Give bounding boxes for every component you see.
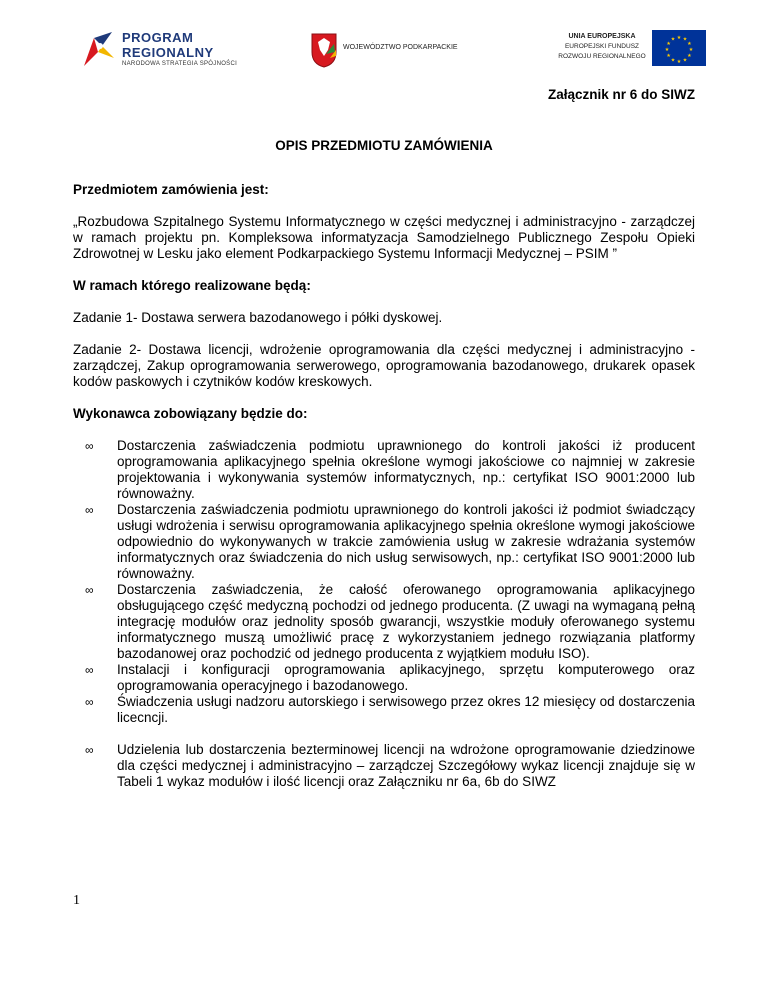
eu-logo-line3: ROZWOJU REGIONALNEGO — [558, 53, 646, 60]
list-item — [73, 694, 695, 726]
task-2: Zadanie 2- Dostawa licencji, wdrożenie oprogramowania dla części medycznej i administracyjno - zarządczej, Zakup oprogramowania serwerowego, oprogramowania bazodanowego, drukarek opasek kodów paskowych i czytników kodów kreskowych. — [73, 342, 695, 389]
program-star-icon — [80, 28, 116, 68]
bullet-icon: ∞ — [85, 583, 94, 597]
bullet-icon: ∞ — [85, 663, 94, 677]
list-item-text: Instalacji i konfiguracji oprogramowania aplikacyjnego, sprzętu komputerowego oraz oprogramowania operacyjnego i bazodanowego. — [117, 662, 695, 693]
list-item-text: Dostarczenia zaświadczenia podmiotu uprawnionego do kontroli jakości iż podmiot świadczący usługi wdrożenia i serwisu oprogramowania aplikacyjnego spełnia określone wymogi jakościowe odpowiednio do wykonywanych w trakcie zamówienia usług w zakresie wdrażania systemów informatycznych oraz świadczenia do nich usług serwisowych, np.: certyfikat ISO 9001:2000 lub równoważny. — [117, 502, 695, 581]
bullet-icon: ∞ — [85, 695, 94, 709]
svg-text:★: ★ — [670, 36, 676, 43]
program-logo-line3: NARODOWA STRATEGIA SPÓJNOŚCI — [122, 61, 238, 67]
list-item — [73, 502, 695, 582]
coat-of-arms-icon — [310, 32, 338, 68]
list-item-text: Świadczenia usługi nadzoru autorskiego i serwisowego przez okres 12 miesięcy od dostarczenia licecncji. — [117, 694, 695, 725]
svg-text:★: ★ — [687, 41, 692, 47]
document-title: OPIS PRZEDMIOTU ZAMÓWIENIA — [275, 138, 493, 153]
subject-text: „Rozbudowa Szpitalnego Systemu Informatycznego w części medycznej i administracyjno - zarządczej w ramach projektu pn. Kompleksowa informatyzacja Samodzielnego Publicznego Zespołu Opieki Zdrowotnej w Lesku jako element Podkarpackiego Systemu Informacji Medycznej – PSIM ” — [73, 214, 695, 261]
svg-text:★: ★ — [687, 53, 692, 59]
list-item — [73, 438, 695, 502]
program-logo-line1: PROGRAM — [122, 30, 194, 45]
program-regionalny-logo — [80, 28, 240, 76]
region-label: WOJEWÓDZTWO PODKARPACKIE — [343, 44, 458, 51]
list-item — [73, 742, 695, 790]
tasks-heading: W ramach którego realizowane będą: — [73, 278, 311, 293]
eu-flag-icon — [652, 30, 706, 66]
page-number: 1 — [73, 893, 80, 908]
svg-text:★: ★ — [682, 36, 688, 43]
svg-text:★: ★ — [688, 47, 694, 53]
eu-logo-line2: EUROPEJSKI FUNDUSZ — [564, 43, 640, 50]
list-item — [73, 582, 695, 662]
list-item — [73, 662, 695, 694]
svg-text:★: ★ — [670, 57, 676, 64]
page-header — [0, 24, 768, 84]
svg-text:★: ★ — [676, 59, 682, 65]
program-logo-line2: REGIONALNY — [122, 45, 214, 60]
wojewodztwo-logo — [310, 32, 500, 72]
list-item-text: Dostarczenia zaświadczenia podmiotu uprawnionego do kontroli jakości iż producent oprogramowania aplikacyjnego spełnia określone wymogi jakościowe co najmniej w zakresie projektowania i wykonywania systemów informatycznych, np.: certyfikat ISO 9001:2000 lub równoważny. — [117, 438, 695, 501]
annex-label: Załącznik nr 6 do SIWZ — [547, 87, 695, 102]
subject-heading: Przedmiotem zamówienia jest: — [73, 182, 269, 197]
task-1: Zadanie 1- Dostawa serwera bazodanowego i półki dyskowej. — [73, 310, 443, 325]
svg-text:★: ★ — [666, 41, 671, 47]
document-body — [73, 182, 695, 790]
bullet-icon: ∞ — [85, 439, 94, 453]
svg-text:★: ★ — [666, 53, 671, 59]
eu-logo-line1: UNIA EUROPEJSKA — [568, 33, 636, 40]
obligations-heading: Wykonawca zobowiązany będzie do: — [73, 406, 308, 421]
list-item-text: Udzielenia lub dostarczenia bezterminowej licencji na wdrożone oprogramowanie dziedzinowe dla części medycznej i administracyjno – zarządczej Szczegółowy wykaz licencji znajduje się w Tabeli 1 wykaz modułów i ilość licencji oraz Załączniku nr 6a, 6b do SIWZ — [117, 742, 695, 789]
bullet-icon: ∞ — [85, 743, 94, 757]
list-item-text: Dostarczenia zaświadczenia, że całość oferowanego oprogramowania aplikacyjnego obsługującego część medyczną pochodzi od jednego producenta. (Z uwagi na wymaganą pełną integrację modułów oraz jednolity sposób gwarancji, wszystkie moduły oferowanego systemu informatycznego muszą umożliwić pracę z wykorzystaniem jednego rozwiązania platformy bazodanowej oraz pochodzić od jednego producenta z wyjątkiem modułu ISO). — [117, 582, 695, 661]
svg-text:★: ★ — [664, 47, 670, 53]
eu-logo-text — [552, 32, 652, 62]
svg-text:★: ★ — [676, 35, 682, 41]
svg-text:★: ★ — [682, 57, 688, 64]
eu-logo — [552, 30, 712, 74]
obligations-list — [73, 438, 695, 790]
bullet-icon: ∞ — [85, 503, 94, 517]
